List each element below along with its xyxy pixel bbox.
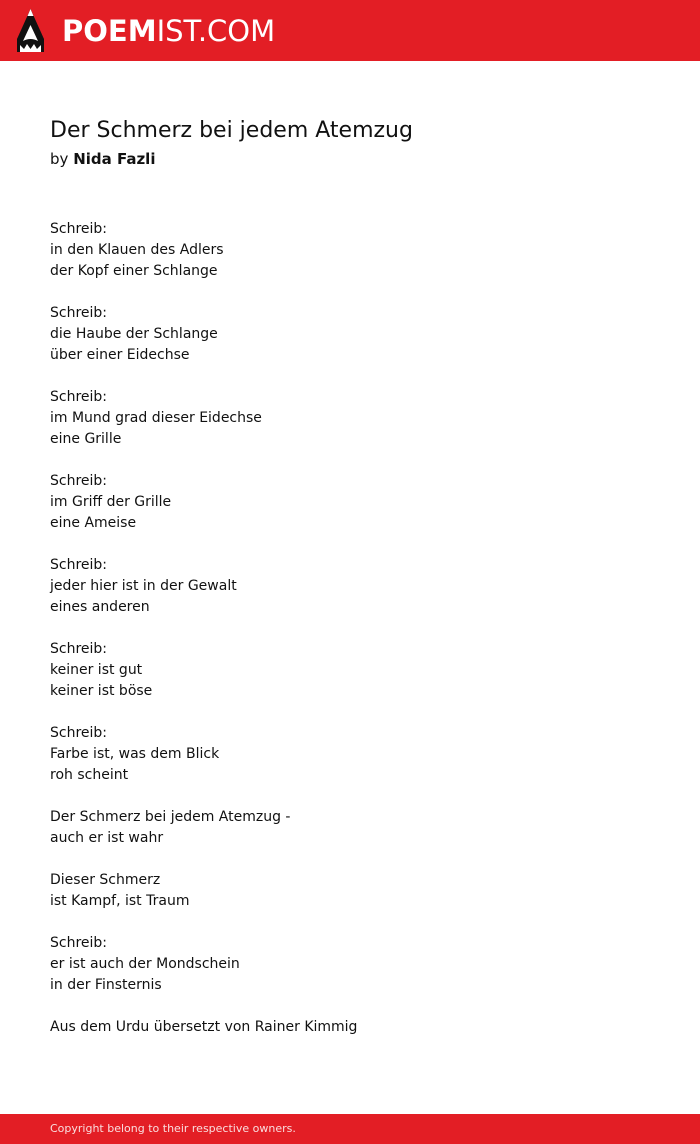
- stanza: [50, 639, 650, 702]
- poem-line: er ist auch der Mondschein: [50, 956, 240, 972]
- poem-line: im Griff der Grille: [50, 494, 172, 510]
- site-footer: [0, 1114, 700, 1144]
- poem-line: Schreib:: [50, 557, 108, 573]
- poem-line: keiner ist gut: [50, 662, 143, 678]
- stanza: [50, 723, 650, 786]
- poem-line: ist Kampf, ist Traum: [50, 893, 190, 909]
- copyright-text: Copyright belong to their respective owners.: [50, 1122, 296, 1135]
- stanza: [50, 870, 650, 912]
- poem-line: roh scheint: [50, 767, 129, 783]
- byline: [50, 148, 155, 170]
- poem-line: eines anderen: [50, 599, 150, 615]
- poem-line: Schreib:: [50, 641, 108, 657]
- poem-line: auch er ist wahr: [50, 830, 164, 846]
- poem-line: Schreib:: [50, 389, 108, 405]
- poem-body: [50, 219, 650, 1059]
- stanza: [50, 471, 650, 534]
- stanza: [50, 219, 650, 282]
- poem-line: Schreib:: [50, 935, 108, 951]
- site-logo[interactable]: [62, 10, 275, 52]
- stanza: [50, 1017, 650, 1038]
- poem-line: über einer Eidechse: [50, 347, 190, 363]
- poem-line: Aus dem Urdu übersetzt von Rainer Kimmig: [50, 1019, 358, 1035]
- poem-line: Schreib:: [50, 305, 108, 321]
- poem-line: der Kopf einer Schlange: [50, 263, 218, 279]
- poem-line: Schreib:: [50, 473, 108, 489]
- stanza: [50, 303, 650, 366]
- stanza: [50, 933, 650, 996]
- by-label: by: [50, 150, 69, 168]
- poem-line: keiner ist böse: [50, 683, 153, 699]
- poem-line: eine Grille: [50, 431, 122, 447]
- logo-bold-text: POEM: [62, 14, 157, 48]
- poem-line: in den Klauen des Adlers: [50, 242, 224, 258]
- poem-line: die Haube der Schlange: [50, 326, 218, 342]
- poem-line: Der Schmerz bei jedem Atemzug -: [50, 809, 291, 825]
- poem-line: eine Ameise: [50, 515, 137, 531]
- poem-line: jeder hier ist in der Gewalt: [50, 578, 237, 594]
- poem-line: Schreib:: [50, 725, 108, 741]
- poem-line: im Mund grad dieser Eidechse: [50, 410, 262, 426]
- stanza: [50, 555, 650, 618]
- stanza: [50, 807, 650, 849]
- stanza: [50, 387, 650, 450]
- author-name[interactable]: Nida Fazli: [73, 150, 156, 168]
- logo-light-text: IST.COM: [156, 14, 276, 48]
- poem-line: in der Finsternis: [50, 977, 162, 993]
- poem-line: Farbe ist, was dem Blick: [50, 746, 220, 762]
- poem-line: Schreib:: [50, 221, 108, 237]
- pencil-tip-icon: [17, 9, 44, 52]
- poem-line: Dieser Schmerz: [50, 872, 161, 888]
- poem-title: Der Schmerz bei jedem Atemzug: [50, 118, 413, 143]
- site-header: [0, 0, 700, 61]
